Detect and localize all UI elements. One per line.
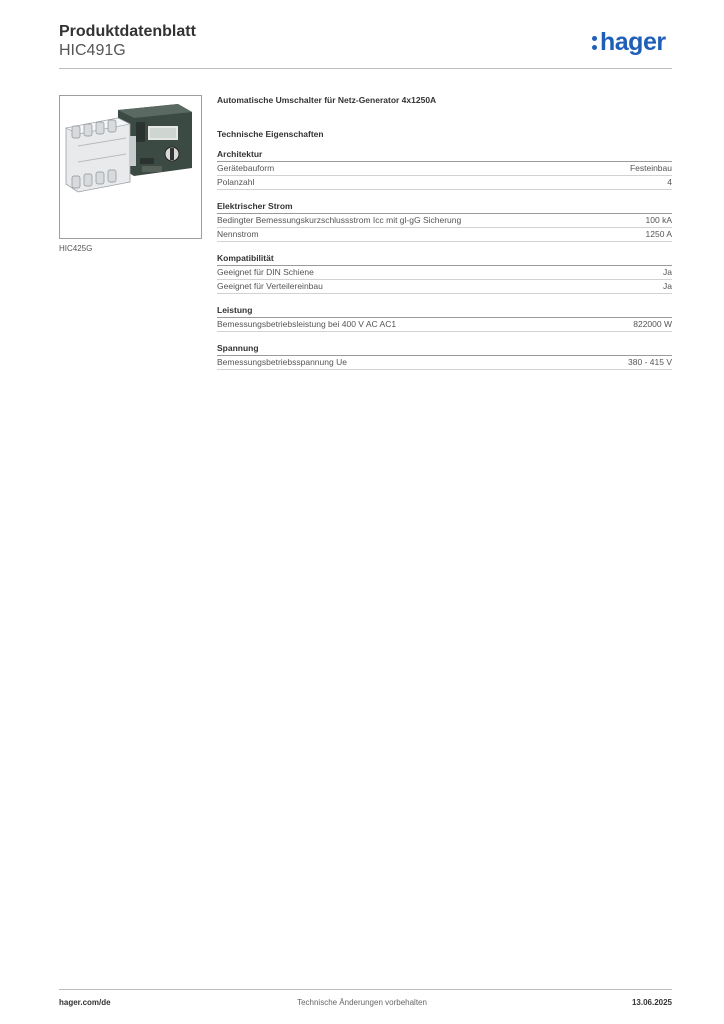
section-elektrischer-strom	[217, 201, 672, 242]
property-label: Gerätebauform	[217, 163, 275, 173]
section-architektur	[217, 149, 672, 190]
property-row	[217, 266, 672, 280]
product-image	[59, 95, 202, 239]
property-value: 822000 W	[633, 319, 672, 329]
image-caption: HIC425G	[59, 244, 93, 253]
property-label: Bedingter Bemessungskurzschlussstrom Icc mit gl-gG Sicherung	[217, 215, 462, 225]
header-divider	[59, 68, 672, 69]
property-value: 4	[667, 177, 672, 187]
header	[59, 22, 196, 60]
product-details	[217, 95, 672, 381]
logo-dots-icon	[592, 34, 598, 52]
property-row	[217, 318, 672, 332]
property-value: Ja	[663, 281, 672, 291]
property-row	[217, 214, 672, 228]
property-label: Nennstrom	[217, 229, 259, 239]
property-label: Bemessungsbetriebsspannung Ue	[217, 357, 347, 367]
property-label: Geeignet für DIN Schiene	[217, 267, 314, 277]
property-value: Festeinbau	[629, 163, 672, 173]
document-title: Produktdatenblatt	[59, 23, 196, 40]
switch-device-icon	[60, 96, 201, 238]
section-title: Architektur	[217, 149, 672, 162]
property-row	[217, 228, 672, 242]
section-title: Kompatibilität	[217, 253, 672, 266]
product-code: HIC491G	[59, 42, 126, 59]
property-label: Polanzahl	[217, 177, 255, 187]
section-title: Leistung	[217, 305, 672, 318]
property-row	[217, 280, 672, 294]
logo-text: hager	[600, 28, 666, 56]
property-row	[217, 356, 672, 370]
section-kompatibilitaet	[217, 253, 672, 294]
property-label: Geeignet für Verteilereinbau	[217, 281, 323, 291]
property-value: 1250 A	[645, 229, 672, 239]
technical-properties-heading: Technische Eigenschaften	[217, 129, 324, 139]
property-value: Ja	[663, 267, 672, 277]
property-label: Bemessungsbetriebsleistung bei 400 V AC AC1	[217, 319, 397, 329]
property-row	[217, 162, 672, 176]
section-title: Spannung	[217, 343, 672, 356]
footer-notice: Technische Änderungen vorbehalten	[297, 998, 427, 1007]
footer-date: 13.06.2025	[631, 998, 672, 1007]
footer-website-link[interactable]: hager.com/de	[59, 998, 111, 1007]
section-title: Elektrischer Strom	[217, 201, 672, 214]
section-leistung	[217, 305, 672, 332]
property-value: 100 kA	[645, 215, 672, 225]
product-name: Automatische Umschalter für Netz-Generator 4x1250A	[217, 95, 437, 105]
section-spannung	[217, 343, 672, 370]
property-value: 380 - 415 V	[628, 357, 672, 367]
hager-logo	[592, 27, 666, 57]
property-row	[217, 176, 672, 190]
footer-divider	[59, 989, 672, 990]
